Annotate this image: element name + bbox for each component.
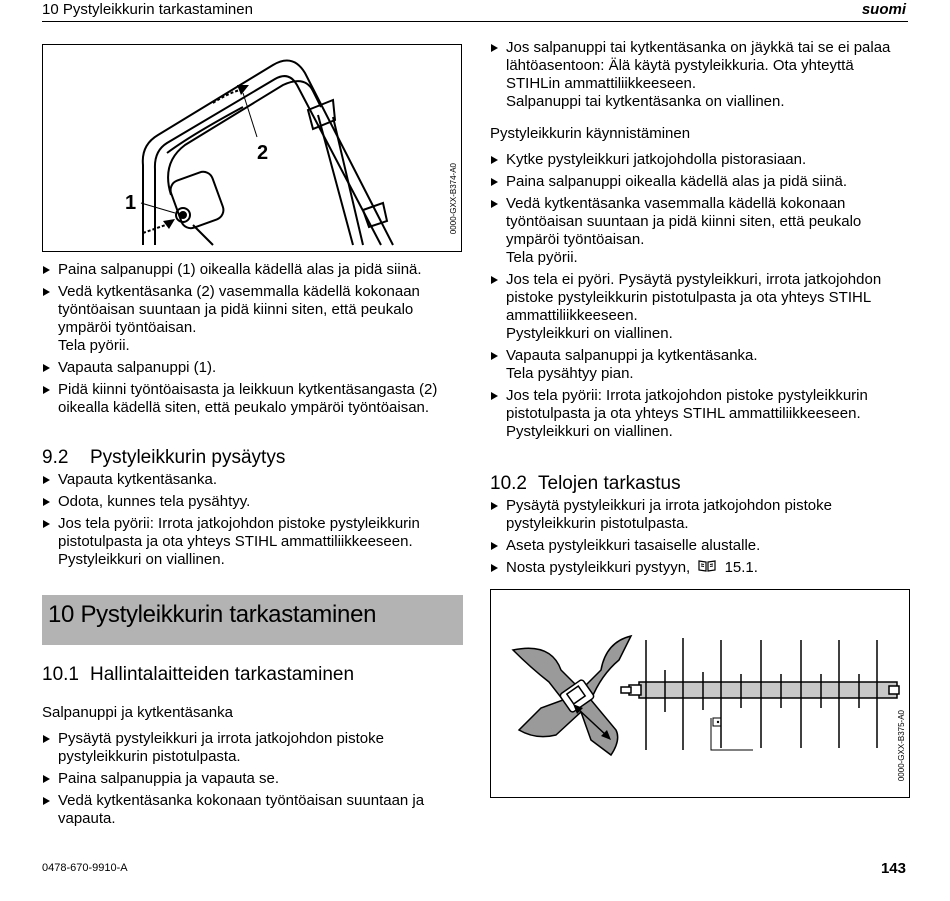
list-item bbox=[490, 559, 910, 577]
section-number: 10.1 bbox=[42, 664, 79, 685]
step-line: Tela pyörii. bbox=[58, 337, 130, 354]
list-item bbox=[42, 283, 462, 355]
figure-handle-controls bbox=[42, 44, 462, 252]
step-line: Jos tela pyörii: Irrota jatkojohdon pistoke pystyleikkurin bbox=[506, 387, 868, 404]
section-number: 9.2 bbox=[42, 447, 69, 468]
step-line: Kytke pystyleikkuri jatkojohdolla pistorasiaan. bbox=[506, 151, 807, 168]
section-title: Telojen tarkastus bbox=[538, 473, 681, 494]
list-item bbox=[490, 39, 910, 111]
step-line: Vapauta salpanuppi (1). bbox=[58, 359, 217, 376]
list-item bbox=[42, 493, 462, 511]
step-line: pystyleikkurin pistotulpasta. bbox=[506, 515, 689, 532]
step-line: Vapauta kytkentäsanka. bbox=[58, 471, 217, 488]
step-line: Pidä kiinni työntöaisasta ja leikkuun kytkentäsangasta (2) bbox=[58, 381, 438, 398]
list-item bbox=[42, 730, 462, 766]
list-item bbox=[42, 471, 462, 489]
list-item bbox=[490, 271, 910, 343]
left-steps-start bbox=[42, 261, 462, 421]
figure-roller-check bbox=[490, 589, 910, 798]
section-9-2-heading bbox=[42, 447, 285, 469]
step-line: Paina salpanuppi (1) oikealla kädellä alas ja pidä siinä. bbox=[58, 261, 422, 278]
step-list bbox=[490, 559, 910, 577]
header-rule bbox=[42, 21, 908, 22]
step-line: ympäröi työntöaisan. bbox=[58, 319, 197, 336]
section-10-1-heading bbox=[42, 664, 354, 686]
list-item bbox=[490, 347, 910, 383]
list-item bbox=[490, 151, 910, 169]
step-line: Pystyleikkuri on viallinen. bbox=[506, 423, 673, 440]
document-code: 0478-670-9910-A bbox=[42, 862, 128, 874]
cross-reference: 15.1. bbox=[724, 559, 758, 576]
step-line: Pysäytä pystyleikkuri ja irrota jatkojohdon pistoke bbox=[58, 730, 384, 747]
figure1-code: 0000-GXX-B374-A0 bbox=[449, 163, 458, 235]
step-line: vapauta. bbox=[58, 810, 116, 827]
figure1-callout-2: 2 bbox=[257, 142, 269, 164]
step-line: Jos tela pyörii: Irrota jatkojohdon pistoke pystyleikkurin bbox=[58, 515, 420, 532]
figure1-callout-1: 1 bbox=[125, 192, 137, 214]
subheading-starting: Pystyleikkurin käynnistäminen bbox=[490, 125, 691, 142]
right-steps-start bbox=[490, 39, 910, 115]
list-item bbox=[42, 381, 462, 417]
roller-illustration bbox=[491, 590, 909, 797]
step-line: pistoke pystyleikkurin pistotulpasta ja ota yhteys STIHL bbox=[506, 289, 872, 306]
section-10-1-steps bbox=[42, 730, 462, 832]
step-text: Nosta pystyleikkuri pystyyn, bbox=[506, 559, 691, 576]
section-9-2-steps bbox=[42, 471, 462, 573]
step-line: Aseta pystyleikkuri tasaiselle alustalle. bbox=[506, 537, 761, 554]
step-line: Jos tela ei pyöri. Pysäytä pystyleikkuri, irrota jatkojohdon bbox=[506, 271, 882, 288]
step-line: pistotulpasta ja ota yhteys STIHL ammattiliikkeeseen. bbox=[506, 405, 861, 422]
step-line: Pystyleikkuri on viallinen. bbox=[506, 325, 673, 342]
step-line: pystyleikkurin pistotulpasta. bbox=[58, 748, 241, 765]
section-10-2-steps bbox=[490, 497, 910, 581]
step-list bbox=[490, 39, 910, 111]
step-line: ympäröi työntöaisan. bbox=[506, 231, 645, 248]
step-list bbox=[490, 151, 910, 441]
section-number: 10.2 bbox=[490, 473, 527, 494]
chapter-title: 10 Pystyleikkurin tarkastaminen bbox=[48, 601, 377, 628]
figure2-code: 0000-GXX-B375-A0 bbox=[897, 710, 906, 782]
step-line: Vapauta salpanuppi ja kytkentäsanka. bbox=[506, 347, 758, 364]
list-item bbox=[490, 537, 910, 555]
step-line: Salpanuppi tai kytkentäsanka on viallinen. bbox=[506, 93, 785, 110]
step-line: oikealla kädellä siten, että peukalo ympäröi työntöaisan. bbox=[58, 399, 430, 416]
handle-illustration bbox=[43, 45, 461, 251]
step-line: Vedä kytkentäsanka vasemmalla kädellä kokonaan bbox=[506, 195, 846, 212]
step-line: Jos salpanuppi tai kytkentäsanka on jäykkä tai se ei palaa bbox=[506, 39, 891, 56]
step-line: työntöaisan suuntaan ja pidä kiinni siten, että peukalo bbox=[506, 213, 862, 230]
list-item bbox=[490, 497, 910, 533]
book-icon bbox=[698, 559, 716, 577]
section-10-2-heading bbox=[490, 473, 681, 495]
page-number: 143 bbox=[880, 860, 906, 877]
section-title: Hallintalaitteiden tarkastaminen bbox=[90, 664, 355, 685]
running-header-section: 10 Pystyleikkurin tarkastaminen bbox=[42, 1, 253, 18]
step-line: Odota, kunnes tela pysähtyy. bbox=[58, 493, 251, 510]
step-line: Vedä kytkentäsanka (2) vasemmalla kädellä kokonaan bbox=[58, 283, 420, 300]
step-line: työntöaisan suuntaan ja pidä kiinni siten, että peukalo bbox=[58, 301, 414, 318]
list-item bbox=[42, 770, 462, 788]
running-header-language: suomi bbox=[861, 1, 906, 18]
section-title: Pystyleikkurin pysäytys bbox=[90, 447, 286, 468]
step-line: Tela pyörii. bbox=[506, 249, 578, 266]
step-line: Paina salpanuppia ja vapauta se. bbox=[58, 770, 280, 787]
step-line: Pystyleikkuri on viallinen. bbox=[58, 551, 225, 568]
starting-steps bbox=[490, 151, 910, 445]
subheading-latch-bail: Salpanuppi ja kytkentäsanka bbox=[42, 704, 233, 721]
step-line: Paina salpanuppi oikealla kädellä alas ja pidä siinä. bbox=[506, 173, 848, 190]
list-item bbox=[42, 792, 462, 828]
list-item bbox=[490, 387, 910, 441]
step-line: pistotulpasta ja ota yhteys STIHL ammattiliikkeeseen. bbox=[58, 533, 413, 550]
step-list bbox=[42, 261, 462, 417]
step-line: Tela pysähtyy pian. bbox=[506, 365, 634, 382]
step-list bbox=[490, 497, 910, 555]
list-item bbox=[490, 195, 910, 267]
step-line: ammattiliikkeeseen. bbox=[506, 307, 638, 324]
step-line: Vedä kytkentäsanka kokonaan työntöaisan suuntaan ja bbox=[58, 792, 425, 809]
step-line: STIHLin ammattiliikkeeseen. bbox=[506, 75, 697, 92]
list-item bbox=[42, 261, 462, 279]
chapter-heading-bar bbox=[42, 595, 463, 645]
step-list bbox=[42, 471, 462, 569]
list-item bbox=[42, 515, 462, 569]
step-line: Pysäytä pystyleikkuri ja irrota jatkojohdon pistoke bbox=[506, 497, 832, 514]
step-list bbox=[42, 730, 462, 828]
step-line: lähtöasentoon: Älä käytä pystyleikkuria. Ota yhteyttä bbox=[506, 57, 854, 74]
list-item bbox=[42, 359, 462, 377]
list-item bbox=[490, 173, 910, 191]
